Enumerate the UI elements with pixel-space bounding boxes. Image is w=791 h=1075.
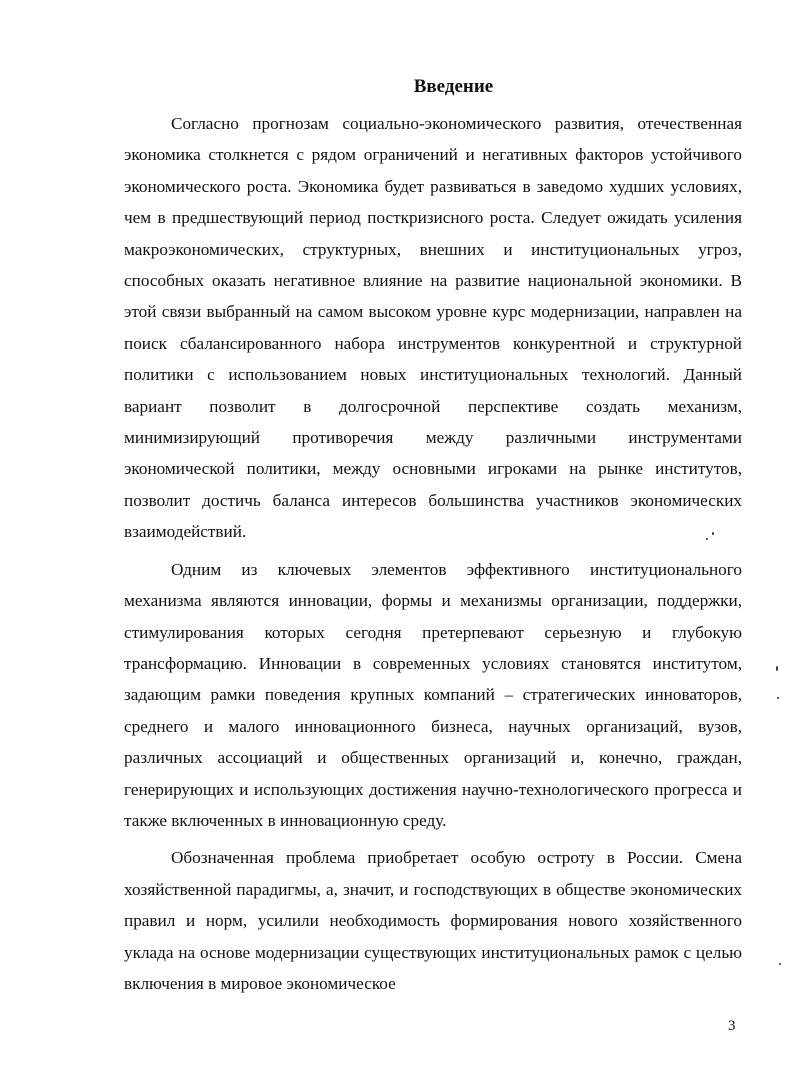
document-body [124,108,742,999]
scan-speck [706,538,708,540]
page-title: Введение [413,76,494,97]
paragraph-1: Согласно прогнозам социально-экономического развития, отечественная экономика столкнется с рядом ограничений и негативных факторов устойчивого экономического роста. Экономика будет развиваться в заведомо худших условиях, чем в предшествующий период посткризисного роста. Следует ожидать усиления макроэкономических, структурных, внешних и институциональных угроз, способных оказать негативное влияние на развитие национальной экономики. В этой связи выбранный на самом высоком уровне курс модернизации, направлен на поиск сбалансированного набора инструментов конкурентной и структурной политики с использованием новых институциональных технологий. Данный вариант позволит в долгосрочной перспективе создать механизм, минимизирующий противоречия между различными инструментами экономической политики, между основными игроками на рынке институтов, позволит достичь баланса интересов большинства участников экономических взаимодействий. [124,114,742,542]
paragraph-3: Обозначенная проблема приобретает особую остроту в России. Смена хозяйственной парадигмы, а, значит, и господствующих в обществе экономических правил и норм, усилили необходимость формирования нового хозяйственного уклада на основе модернизации существующих институциональных рамок с целью включения в мировое экономическое [124,848,742,993]
page-number: 3 [728,1018,736,1034]
paragraph-2: Одним из ключевых элементов эффективного институционального механизма являются инновации, формы и механизмы организации, поддержки, стимулирования которых сегодня претерпевают серьезную и глубокую трансформацию. Инновации в современных условиях становятся институтом, задающим рамки поведения крупных компаний – стратегических инноваторов, среднего и малого инновационного бизнеса, научных организаций, вузов, различных ассоциаций и общественных организаций и, конечно, граждан, генерирующих и использующих достижения научно-технологического прогресса и также включенных в инновационную среду. [124,559,742,830]
scan-speck [779,963,781,965]
scan-speck [776,666,778,671]
scan-speck [712,532,714,535]
scan-speck [777,697,779,699]
